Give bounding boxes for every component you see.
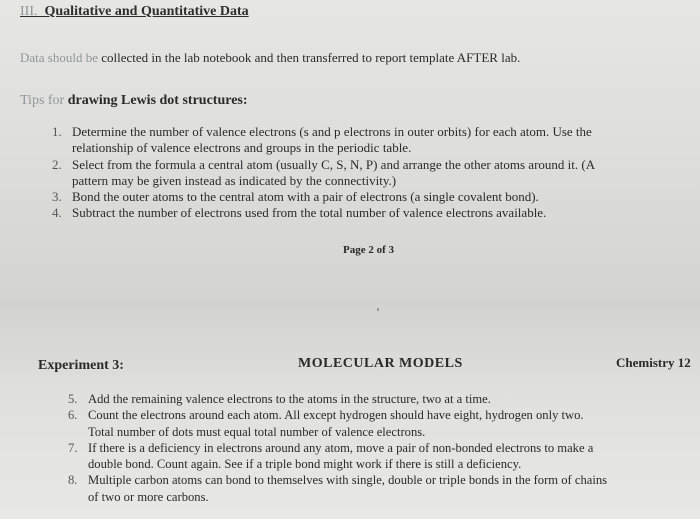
section-heading xyxy=(20,4,249,20)
step-number: 1. xyxy=(52,124,62,139)
step-line: Select from the formula a central atom (usually C, S, N, P) and arrange the other atoms around it. (A xyxy=(72,156,596,172)
step-line: If there is a deficiency in electrons around any atom, move a pair of non-bonded electrons to make a xyxy=(88,440,594,455)
step-line: Bond the outer atoms to the central atom with a pair of electrons (a single covalent bond). xyxy=(72,189,539,205)
lewis-steps-list-bottom xyxy=(68,391,700,505)
step-line: Add the remaining valence electrons to the atoms in the structure, two at a time. xyxy=(88,392,491,406)
step-number: 8. xyxy=(68,473,78,488)
list-item xyxy=(52,205,700,221)
experiment-label: Experiment 3: xyxy=(38,358,124,373)
step-line: Determine the number of valence electrons (s and p electrons in outer orbits) for each atom. Use the xyxy=(72,124,592,139)
step-line: double bond. Count again. See if a triple bond might work if there is still a deficiency. xyxy=(88,457,522,472)
intro-faint-text: Data should be xyxy=(20,50,98,65)
step-line: Multiple carbon atoms can bond to themselves with single, double or triple bonds in the form of chains xyxy=(88,473,608,488)
step-number: 3. xyxy=(52,189,62,205)
step-line: Total number of dots must equal total number of valence electrons. xyxy=(88,424,426,439)
paper-fleck xyxy=(377,308,379,311)
step-line: of two or more carbons. xyxy=(88,489,209,504)
step-line: relationship of valence electrons and groups in the periodic table. xyxy=(72,140,412,156)
list-item xyxy=(52,124,700,157)
step-line: Count the electrons around each atom. All except hydrogen should have eight, hydrogen only two. xyxy=(88,408,584,423)
tips-text: drawing Lewis dot structures: xyxy=(67,93,248,108)
section-title: Qualitative and Quantitative Data xyxy=(44,4,249,19)
list-item xyxy=(68,407,700,440)
list-item xyxy=(68,472,700,505)
step-line: Subtract the number of electrons used from the total number of valence electrons available. xyxy=(72,205,547,221)
intro-text: collected in the lab notebook and then transferred to report template AFTER lab. xyxy=(97,50,521,65)
tips-faint-text: Tips for xyxy=(20,93,68,108)
step-line: pattern may be given instead as indicated by the connectivity.) xyxy=(72,172,397,188)
lewis-steps-list-top xyxy=(52,124,700,222)
page-number: Page 2 of 3 xyxy=(343,244,395,256)
step-number: 2. xyxy=(52,156,62,172)
tips-heading xyxy=(20,93,248,109)
list-item xyxy=(52,156,700,190)
intro-paragraph xyxy=(20,50,520,66)
step-number: 4. xyxy=(52,205,62,221)
list-item xyxy=(52,189,700,205)
experiment-title: MOLECULAR MODELS xyxy=(298,356,463,371)
list-item xyxy=(68,440,700,473)
course-label: Chemistry 12 xyxy=(616,355,691,370)
section-number: III. xyxy=(20,4,38,19)
step-number: 5. xyxy=(68,392,78,406)
step-number: 7. xyxy=(68,440,78,455)
list-item xyxy=(68,391,700,407)
step-number: 6. xyxy=(68,408,78,423)
